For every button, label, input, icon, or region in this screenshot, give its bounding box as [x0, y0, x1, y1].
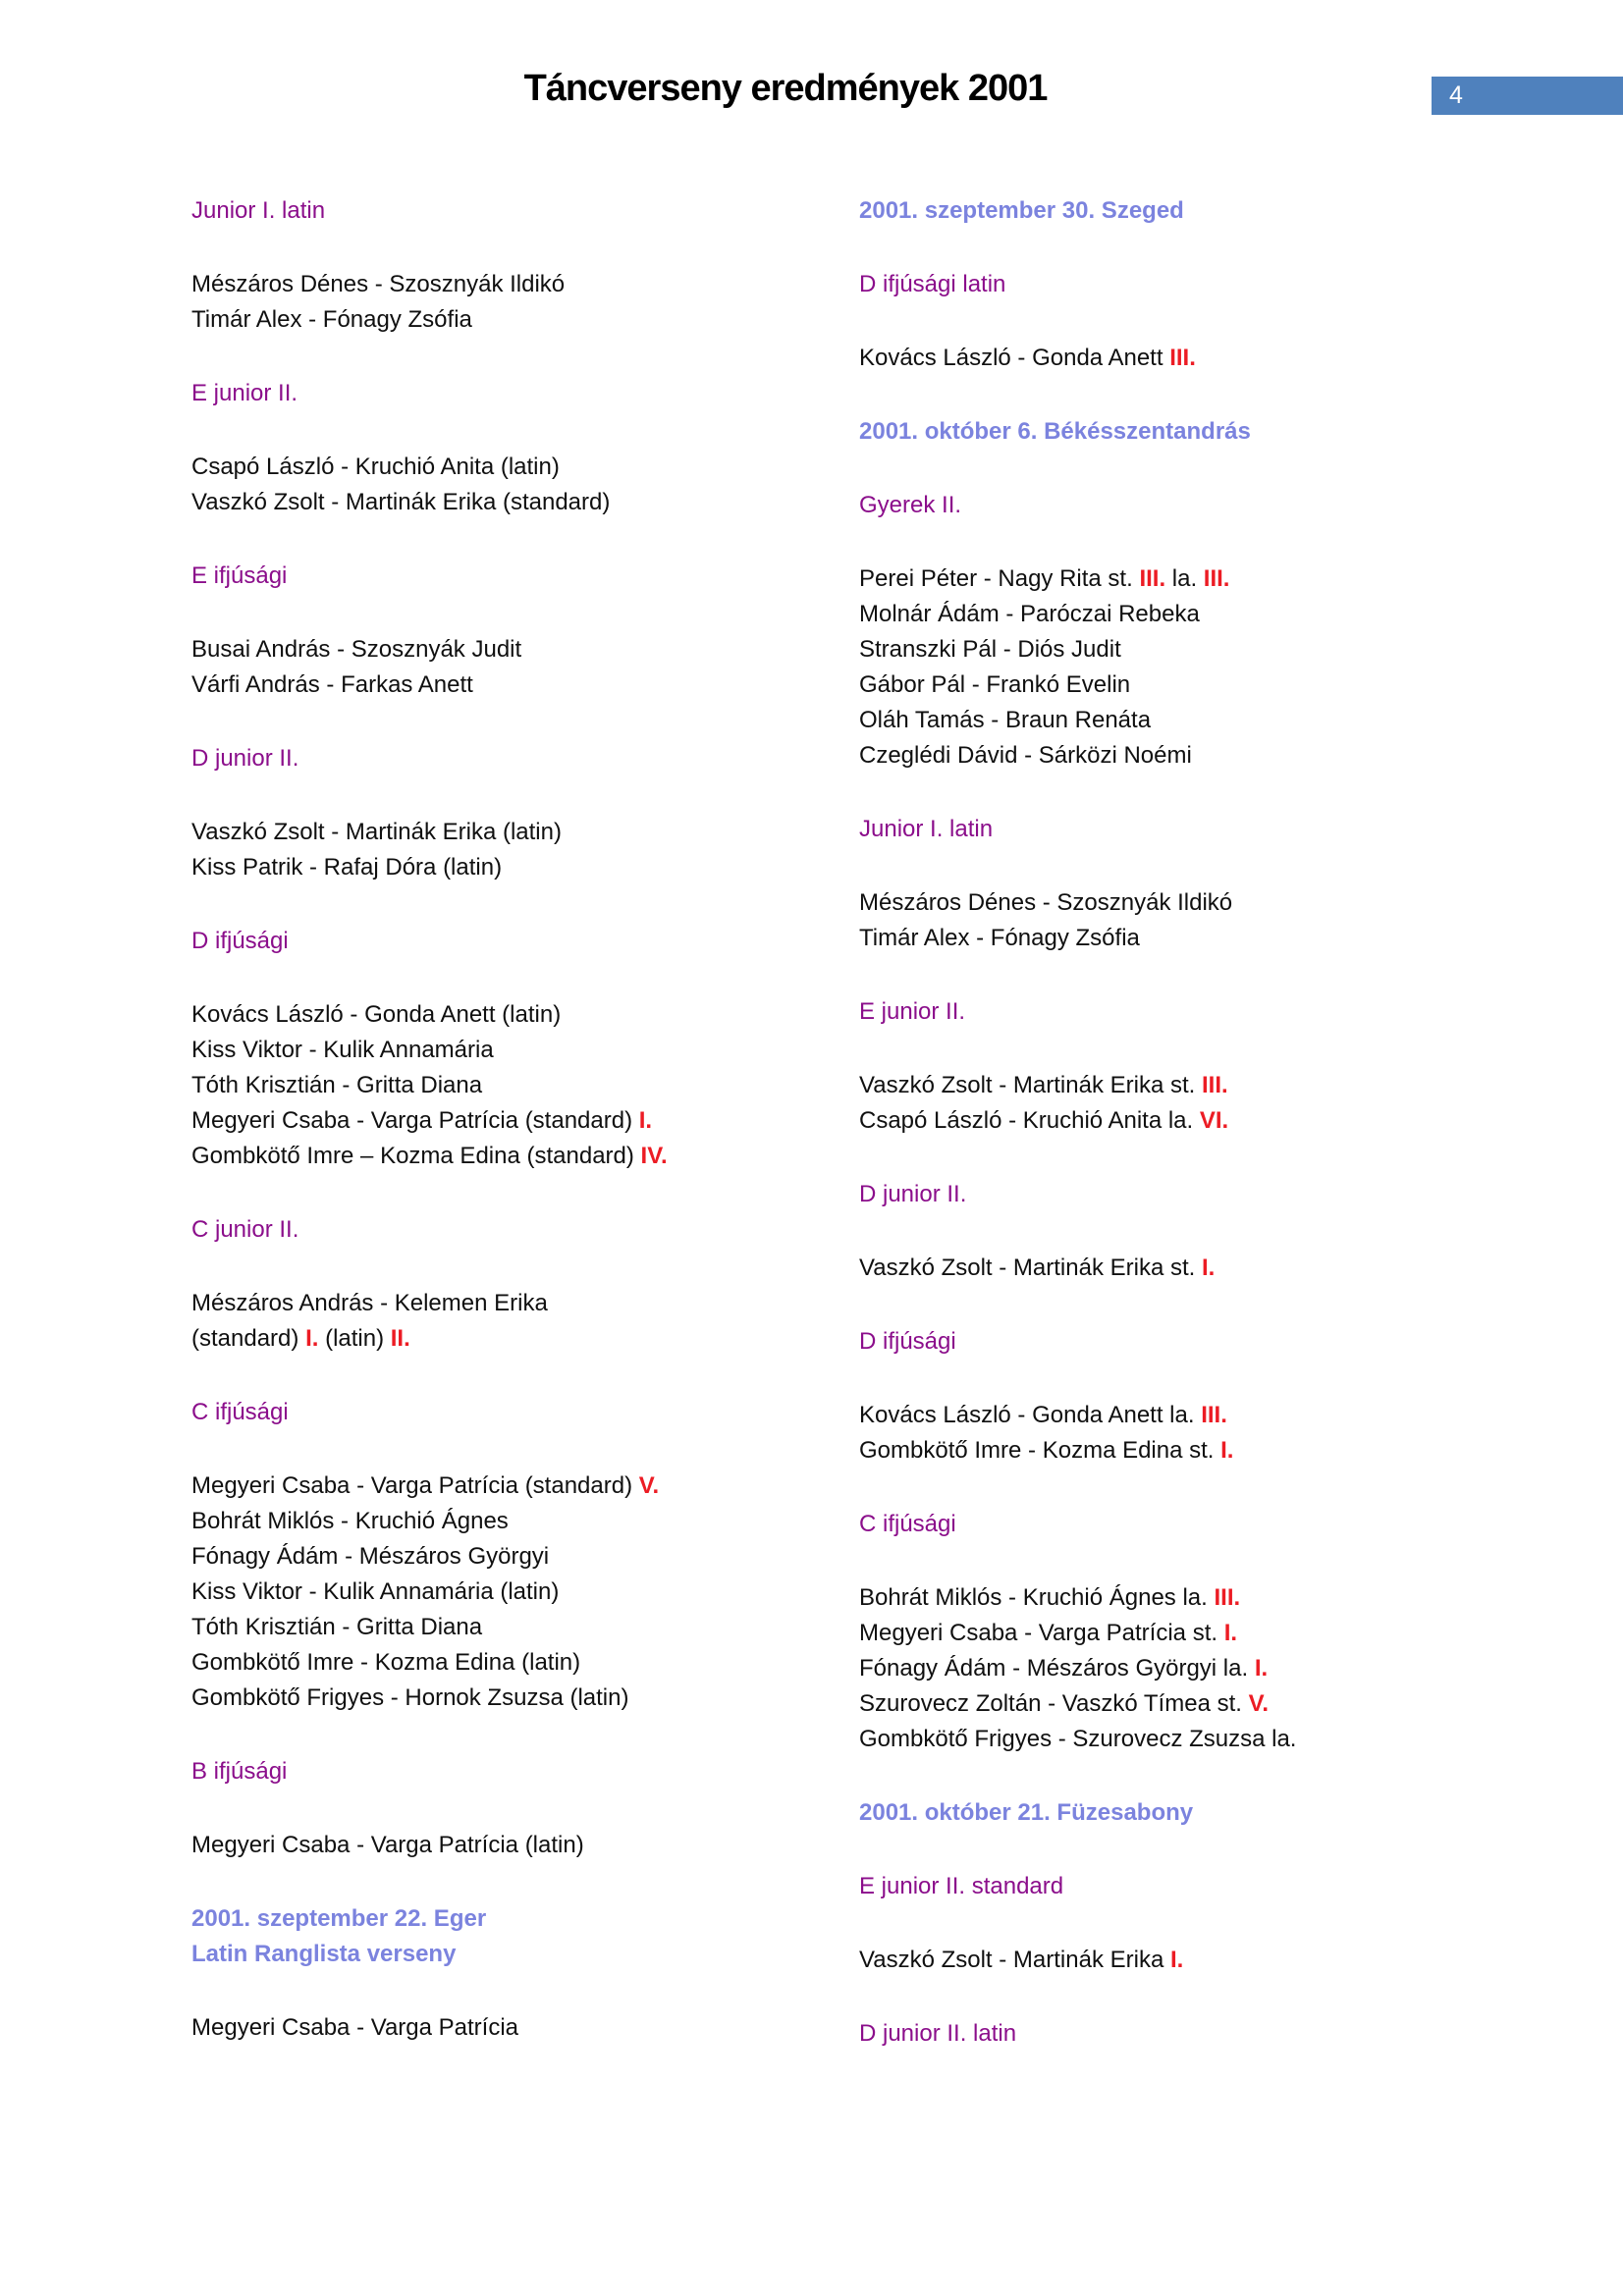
- pair-text: (standard): [191, 1325, 306, 1352]
- pair-line: [191, 1286, 830, 1321]
- category-heading: D junior II. latin: [859, 2020, 1017, 2047]
- pair-list: [191, 1828, 830, 1863]
- pair-line: [191, 1139, 830, 1174]
- result-numeral: III.: [1201, 1072, 1228, 1098]
- pair-line: [859, 703, 1497, 738]
- pair-list: [191, 450, 830, 520]
- pair-list: [859, 1580, 1497, 1757]
- right-column: [859, 193, 1497, 2090]
- event-heading-line: Latin Ranglista verseny: [191, 1941, 457, 1967]
- pair-text: Vaszkó Zsolt - Martinák Erika (latin): [191, 819, 562, 845]
- result-numeral: I.: [1169, 1947, 1184, 1973]
- pair-text: Kiss Viktor - Kulik Annamária: [191, 1037, 494, 1063]
- pair-text: Molnár Ádám - Paróczai Rebeka: [859, 601, 1200, 627]
- pair-text: Gombkötő Frigyes - Szurovecz Zsuzsa la.: [859, 1726, 1297, 1752]
- pair-text: Csapó László - Kruchió Anita (latin): [191, 454, 560, 480]
- result-numeral: I.: [1254, 1655, 1269, 1682]
- pair-line: [859, 597, 1497, 632]
- pair-text: Mészáros András - Kelemen Erika: [191, 1290, 548, 1316]
- pair-text: la.: [1165, 565, 1204, 592]
- pair-text: Gombkötő Imre - Kozma Edina st.: [859, 1437, 1221, 1464]
- result-numeral: III.: [1201, 1402, 1227, 1428]
- category-heading: D junior II.: [191, 745, 299, 772]
- pair-text: Tóth Krisztián - Gritta Diana: [191, 1614, 483, 1640]
- pair-line: [191, 997, 830, 1033]
- page-number-badge: [1432, 77, 1623, 115]
- pair-line: [191, 815, 830, 850]
- pair-text: Kovács László - Gonda Anett (latin): [191, 1001, 562, 1028]
- pair-line: [859, 1722, 1497, 1757]
- category-heading: D ifjúsági latin: [859, 271, 1006, 297]
- pair-list: [191, 267, 830, 338]
- pair-text: Kovács László - Gonda Anett la.: [859, 1402, 1202, 1428]
- pair-line: [191, 1539, 830, 1575]
- result-numeral: I.: [305, 1325, 319, 1352]
- pair-text: Fónagy Ádám - Mészáros Györgyi la.: [859, 1655, 1255, 1682]
- pair-text: Megyeri Csaba - Varga Patrícia (standard): [191, 1107, 639, 1134]
- pair-line: [859, 921, 1497, 956]
- result-numeral: I.: [1220, 1437, 1234, 1464]
- category-heading: D ifjúsági: [191, 928, 289, 954]
- pair-text: Perei Péter - Nagy Rita st.: [859, 565, 1140, 592]
- pair-list: [191, 632, 830, 703]
- pair-text: (latin): [318, 1325, 391, 1352]
- pair-text: Kiss Viktor - Kulik Annamária (latin): [191, 1578, 560, 1605]
- pair-text: Mészáros Dénes - Szosznyák Ildikó: [191, 271, 566, 297]
- result-numeral: I.: [1201, 1255, 1216, 1281]
- event-heading: [859, 1795, 1497, 1831]
- pair-text: Vaszkó Zsolt - Martinák Erika (standard): [191, 489, 611, 515]
- pair-text: Megyeri Csaba - Varga Patrícia (standard): [191, 1472, 639, 1499]
- category-heading: E junior II.: [191, 380, 298, 406]
- pair-text: Bohrát Miklós - Kruchió Ágnes: [191, 1508, 509, 1534]
- category-heading: Junior I. latin: [191, 197, 326, 224]
- pair-line: [859, 1068, 1497, 1103]
- result-numeral: VI.: [1199, 1107, 1229, 1134]
- pair-text: Timár Alex - Fónagy Zsófia: [859, 925, 1140, 951]
- pair-text: Oláh Tamás - Braun Renáta: [859, 707, 1152, 733]
- result-numeral: IV.: [640, 1143, 668, 1169]
- pair-line: [859, 632, 1497, 667]
- result-numeral: III.: [1214, 1584, 1241, 1611]
- left-column: [191, 193, 830, 2084]
- pair-text: Czeglédi Dávid - Sárközi Noémi: [859, 742, 1192, 769]
- pair-line: [859, 1686, 1497, 1722]
- pair-line: [859, 1651, 1497, 1686]
- pair-line: [191, 485, 830, 520]
- pair-line: [859, 1251, 1497, 1286]
- pair-line: [859, 738, 1497, 774]
- category-heading: Gyerek II.: [859, 492, 962, 518]
- pair-text: Gombkötő Imre – Kozma Edina (standard): [191, 1143, 641, 1169]
- pair-line: [191, 1828, 830, 1863]
- pair-line: [859, 561, 1497, 597]
- pair-list: [859, 561, 1497, 774]
- pair-list: [859, 341, 1497, 376]
- result-numeral: I.: [638, 1107, 653, 1134]
- pair-list: [859, 1068, 1497, 1139]
- pair-line: [859, 1943, 1497, 1978]
- pair-line: [859, 885, 1497, 921]
- pair-line: [859, 1103, 1497, 1139]
- event-heading: [859, 193, 1497, 229]
- pair-line: [191, 1645, 830, 1681]
- pair-line: [859, 1433, 1497, 1468]
- result-numeral: II.: [390, 1325, 410, 1352]
- pair-line: [191, 1321, 830, 1357]
- pair-list: [859, 885, 1497, 956]
- event-heading-line: 2001. október 6. Békésszentandrás: [859, 418, 1251, 445]
- pair-text: Megyeri Csaba - Varga Patrícia: [191, 2014, 519, 2041]
- pair-list: [859, 1943, 1497, 1978]
- category-heading: C ifjúsági: [191, 1399, 289, 1425]
- category-heading: E junior II.: [859, 998, 966, 1025]
- pair-text: Csapó László - Kruchió Anita la.: [859, 1107, 1200, 1134]
- event-heading: [859, 414, 1497, 450]
- pair-line: [191, 1468, 830, 1504]
- pair-list: [191, 997, 830, 1174]
- pair-line: [191, 1068, 830, 1103]
- pair-text: Gábor Pál - Frankó Evelin: [859, 671, 1131, 698]
- pair-line: [859, 667, 1497, 703]
- pair-text: Gombkötő Frigyes - Hornok Zsuzsa (latin): [191, 1684, 629, 1711]
- pair-list: [191, 1468, 830, 1716]
- pair-list: [859, 1251, 1497, 1286]
- category-heading: E junior II. standard: [859, 1873, 1064, 1899]
- result-numeral: I.: [1223, 1620, 1238, 1646]
- result-numeral: III.: [1203, 565, 1230, 592]
- pair-text: Timár Alex - Fónagy Zsófia: [191, 306, 472, 333]
- pair-text: Vaszkó Zsolt - Martinák Erika st.: [859, 1255, 1202, 1281]
- pair-text: Várfi András - Farkas Anett: [191, 671, 473, 698]
- pair-text: Vaszkó Zsolt - Martinák Erika st.: [859, 1072, 1202, 1098]
- event-heading: [191, 1901, 830, 1972]
- pair-list: [191, 2010, 830, 2046]
- pair-line: [191, 1681, 830, 1716]
- category-heading: D junior II.: [859, 1181, 967, 1207]
- pair-line: [191, 2010, 830, 2046]
- pair-text: Vaszkó Zsolt - Martinák Erika: [859, 1947, 1170, 1973]
- pair-line: [191, 1103, 830, 1139]
- pair-text: Szurovecz Zoltán - Vaszkó Tímea st.: [859, 1690, 1249, 1717]
- pair-line: [191, 450, 830, 485]
- event-heading-line: 2001. szeptember 30. Szeged: [859, 197, 1184, 224]
- pair-line: [191, 267, 830, 302]
- pair-text: Megyeri Csaba - Varga Patrícia st.: [859, 1620, 1224, 1646]
- result-numeral: III.: [1169, 345, 1196, 371]
- pair-line: [191, 302, 830, 338]
- pair-text: Fónagy Ádám - Mészáros Györgyi: [191, 1543, 550, 1570]
- category-heading: D ifjúsági: [859, 1328, 956, 1355]
- pair-list: [859, 1398, 1497, 1468]
- pair-line: [191, 632, 830, 667]
- pair-line: [859, 1616, 1497, 1651]
- category-heading: C ifjúsági: [859, 1511, 956, 1537]
- pair-text: Gombkötő Imre - Kozma Edina (latin): [191, 1649, 581, 1676]
- pair-list: [191, 1286, 830, 1357]
- pair-line: [191, 1033, 830, 1068]
- result-numeral: III.: [1139, 565, 1166, 592]
- category-heading: C junior II.: [191, 1216, 299, 1243]
- category-heading: Junior I. latin: [859, 816, 994, 842]
- pair-line: [859, 1398, 1497, 1433]
- pair-text: Megyeri Csaba - Varga Patrícia (latin): [191, 1832, 584, 1858]
- pair-line: [191, 667, 830, 703]
- category-heading: B ifjúsági: [191, 1758, 288, 1785]
- pair-text: Tóth Krisztián - Gritta Diana: [191, 1072, 483, 1098]
- pair-text: Kiss Patrik - Rafaj Dóra (latin): [191, 854, 503, 881]
- page-number: 4: [1449, 81, 1463, 109]
- pair-line: [191, 1504, 830, 1539]
- pair-text: Mészáros Dénes - Szosznyák Ildikó: [859, 889, 1233, 916]
- pair-text: Busai András - Szosznyák Judit: [191, 636, 522, 663]
- event-heading-line: 2001. szeptember 22. Eger: [191, 1905, 487, 1932]
- pair-list: [191, 815, 830, 885]
- pair-text: Bohrát Miklós - Kruchió Ágnes la.: [859, 1584, 1215, 1611]
- result-numeral: V.: [1248, 1690, 1270, 1717]
- pair-line: [191, 1610, 830, 1645]
- pair-text: Stranszki Pál - Diós Judit: [859, 636, 1121, 663]
- pair-line: [859, 1580, 1497, 1616]
- pair-text: Kovács László - Gonda Anett: [859, 345, 1170, 371]
- result-numeral: V.: [638, 1472, 660, 1499]
- pair-line: [859, 341, 1497, 376]
- event-heading-line: 2001. október 21. Füzesabony: [859, 1799, 1194, 1826]
- pair-line: [191, 850, 830, 885]
- page-title: Táncverseny eredmények 2001: [523, 68, 1048, 110]
- category-heading: E ifjúsági: [191, 562, 288, 589]
- pair-line: [191, 1575, 830, 1610]
